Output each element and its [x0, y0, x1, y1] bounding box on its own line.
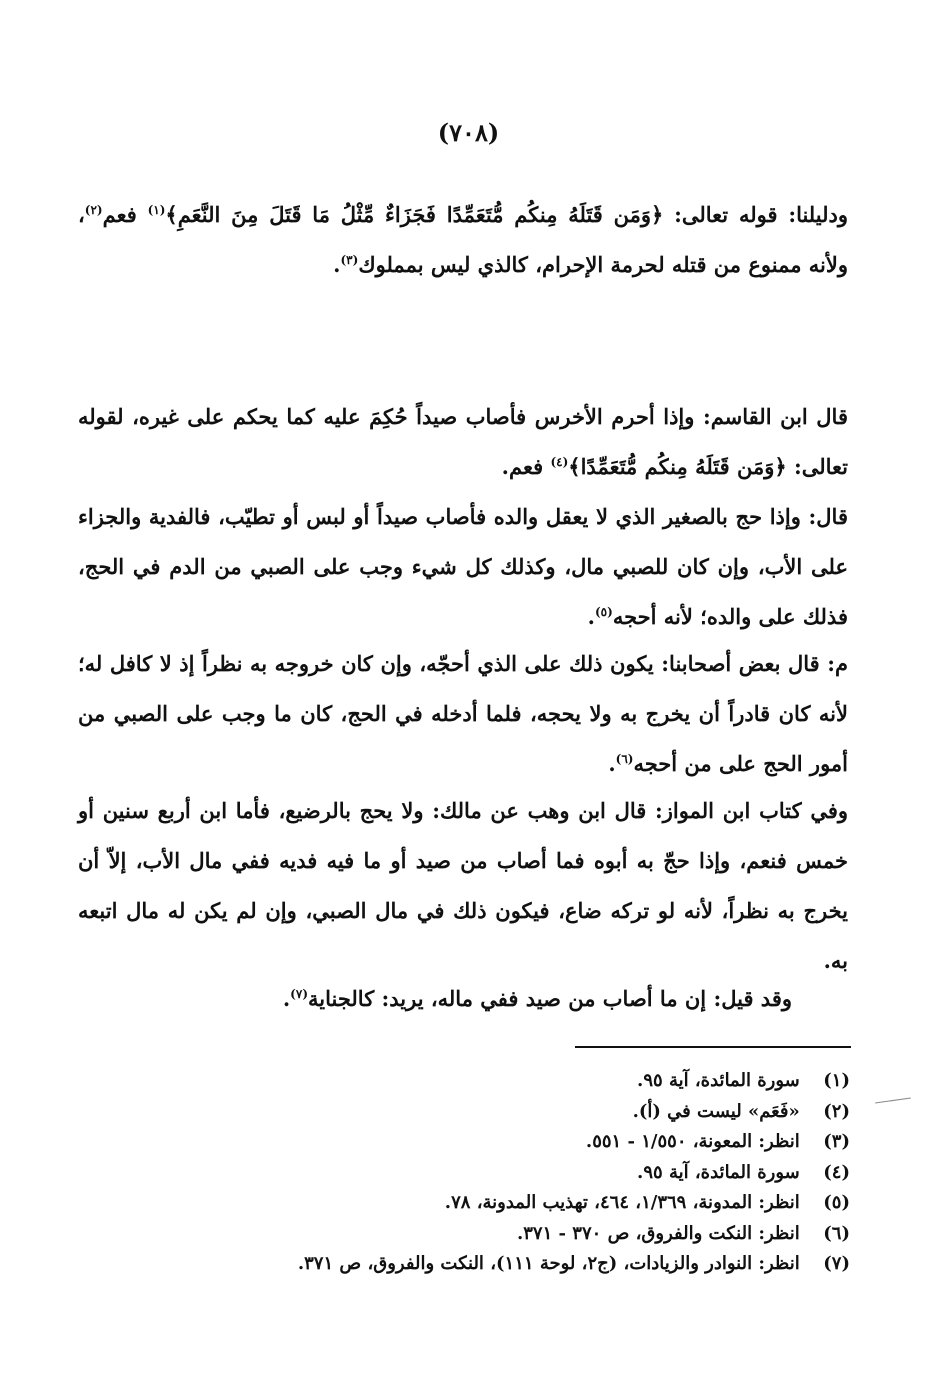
- footnote-ref[interactable]: (٣): [340, 253, 359, 267]
- paragraph-evidence: [78, 190, 848, 290]
- margin-pencil-mark: [875, 1097, 911, 1103]
- footnote-text: انظر: النوادر والزيادات، (ج٢، لوحة ١١١)، النكت والفروق، ص ٣٧١.: [297, 1253, 800, 1274]
- paragraph-text: قال: وإذا حج بالصغير الذي لا يعقل والده فأصاب صيداً أو لبس أو تطيّب، فالفدية والجزاء على الأب، وإن كان للصبي مال، وكذلك كل شيء وجب على الصبي من الدم في الحج، فذلك على والده؛ لأنه أحجه: [78, 504, 848, 629]
- footnote-item: [150, 1127, 850, 1158]
- footnote-item: [150, 1249, 850, 1280]
- paragraph-text: وقد قيل: إن ما أصاب من صيد ففي ماله، يريد: كالجناية: [308, 986, 792, 1011]
- footnote-ref[interactable]: (١): [147, 203, 166, 217]
- footnote-ref[interactable]: (٦): [615, 752, 634, 766]
- paragraph-text: ودليلنا: قوله تعالى: ﴿وَمَن قَتَلَهُ مِنكُم مُّتَعَمِّدًا فَجَزَاءٌ مِّثْلُ مَا قَتَلَ مِنَ النَّعَمِ﴾: [165, 202, 848, 227]
- paragraph-text: .: [282, 986, 291, 1011]
- paragraph-text: وفي كتاب ابن المواز: قال ابن وهب عن مالك: ولا يحج بالرضيع، فأما ابن أربع سنين أو خمس فنعم، وإذا حجّ به أبوه فما أصاب من صيد أو ما فيه فديه ففي مال الأب، إلاّ أن يخرج به نظراً، لأنه لو تركه ضاع، فيكون ذلك في مال الصبي، وإن لم يكن له مال اتبعه به.: [78, 798, 848, 973]
- footnotes: [150, 1066, 850, 1280]
- paragraph-text: قال ابن القاسم: وإذا أحرم الأخرس فأصاب صيداً حُكِمَ عليه كما يحكم على غيره، لقوله تعالى: ﴿وَمَن قَتَلَهُ مِنكُم مُّتَعَمِّدًا﴾: [78, 404, 848, 479]
- footnote-text: انظر: المعونة، ١/٥٥٠ - ٥٥١.: [585, 1131, 800, 1152]
- footnote-number: (٦): [823, 1222, 850, 1244]
- footnote-text: انظر: المدونة، ١/٣٦٩، ٤٦٤، تهذيب المدونة، ٧٨.: [444, 1192, 800, 1213]
- paragraph-text: فعم: [102, 202, 148, 227]
- footnote-ref[interactable]: (٥): [594, 605, 613, 619]
- paragraph-ibn-al-mawwaz: [78, 786, 848, 986]
- footnote-item: [150, 1188, 850, 1219]
- paragraph-text: فعم.: [501, 454, 551, 479]
- footnote-number: (٢): [823, 1100, 850, 1122]
- paragraph-text: ، ولأنه ممنوع من قتله لحرمة الإحرام، كالذي ليس بمملوك: [78, 202, 848, 277]
- footnote-number: (٤): [823, 1161, 850, 1183]
- footnote-divider: [575, 1046, 851, 1048]
- footnote-number: (٧): [823, 1253, 850, 1274]
- page-number: (٧٠٨): [437, 118, 500, 147]
- paragraph-child-pilgrim: [78, 492, 848, 642]
- footnote-number: (٥): [823, 1192, 850, 1213]
- footnote-text: «فَعَم» ليست في (أ).: [632, 1100, 800, 1122]
- footnote-ref[interactable]: (٧): [290, 987, 308, 1001]
- footnote-item: [150, 1097, 850, 1128]
- footnote-text: سورة المائدة، آية ٩٥.: [637, 1161, 800, 1183]
- footnote-item: [150, 1219, 850, 1250]
- footnote-item: [150, 1158, 850, 1189]
- paragraph-it-was-said: [78, 974, 848, 1024]
- paragraph-text: .: [608, 751, 616, 776]
- footnote-text: سورة المائدة، آية ٩٥.: [637, 1070, 800, 1091]
- footnote-number: (٣): [823, 1131, 850, 1152]
- footnote-text: انظر: النكت والفروق، ص ٣٧٠ - ٣٧١.: [516, 1222, 800, 1244]
- footnote-item: [150, 1066, 850, 1097]
- paragraph-text: .: [587, 604, 595, 629]
- paragraph-text: م: قال بعض أصحابنا: يكون ذلك على الذي أحجّه، وإن كان خروجه به نظراً إذ لا كافل له؛ لأنه كان قادراً أن يخرج به ولا يحجه، فلما أدخله في الحج، كان ما وجب على الصبي من أمور الحج على من أحجه: [78, 651, 848, 776]
- paragraph-companions: [78, 639, 848, 789]
- footnote-ref[interactable]: (٢): [84, 203, 103, 217]
- paragraph-ibn-al-qasim: [78, 392, 848, 492]
- footnote-ref[interactable]: (٤): [550, 455, 569, 469]
- footnote-number: (١): [823, 1070, 850, 1091]
- paragraph-text: .: [333, 252, 341, 277]
